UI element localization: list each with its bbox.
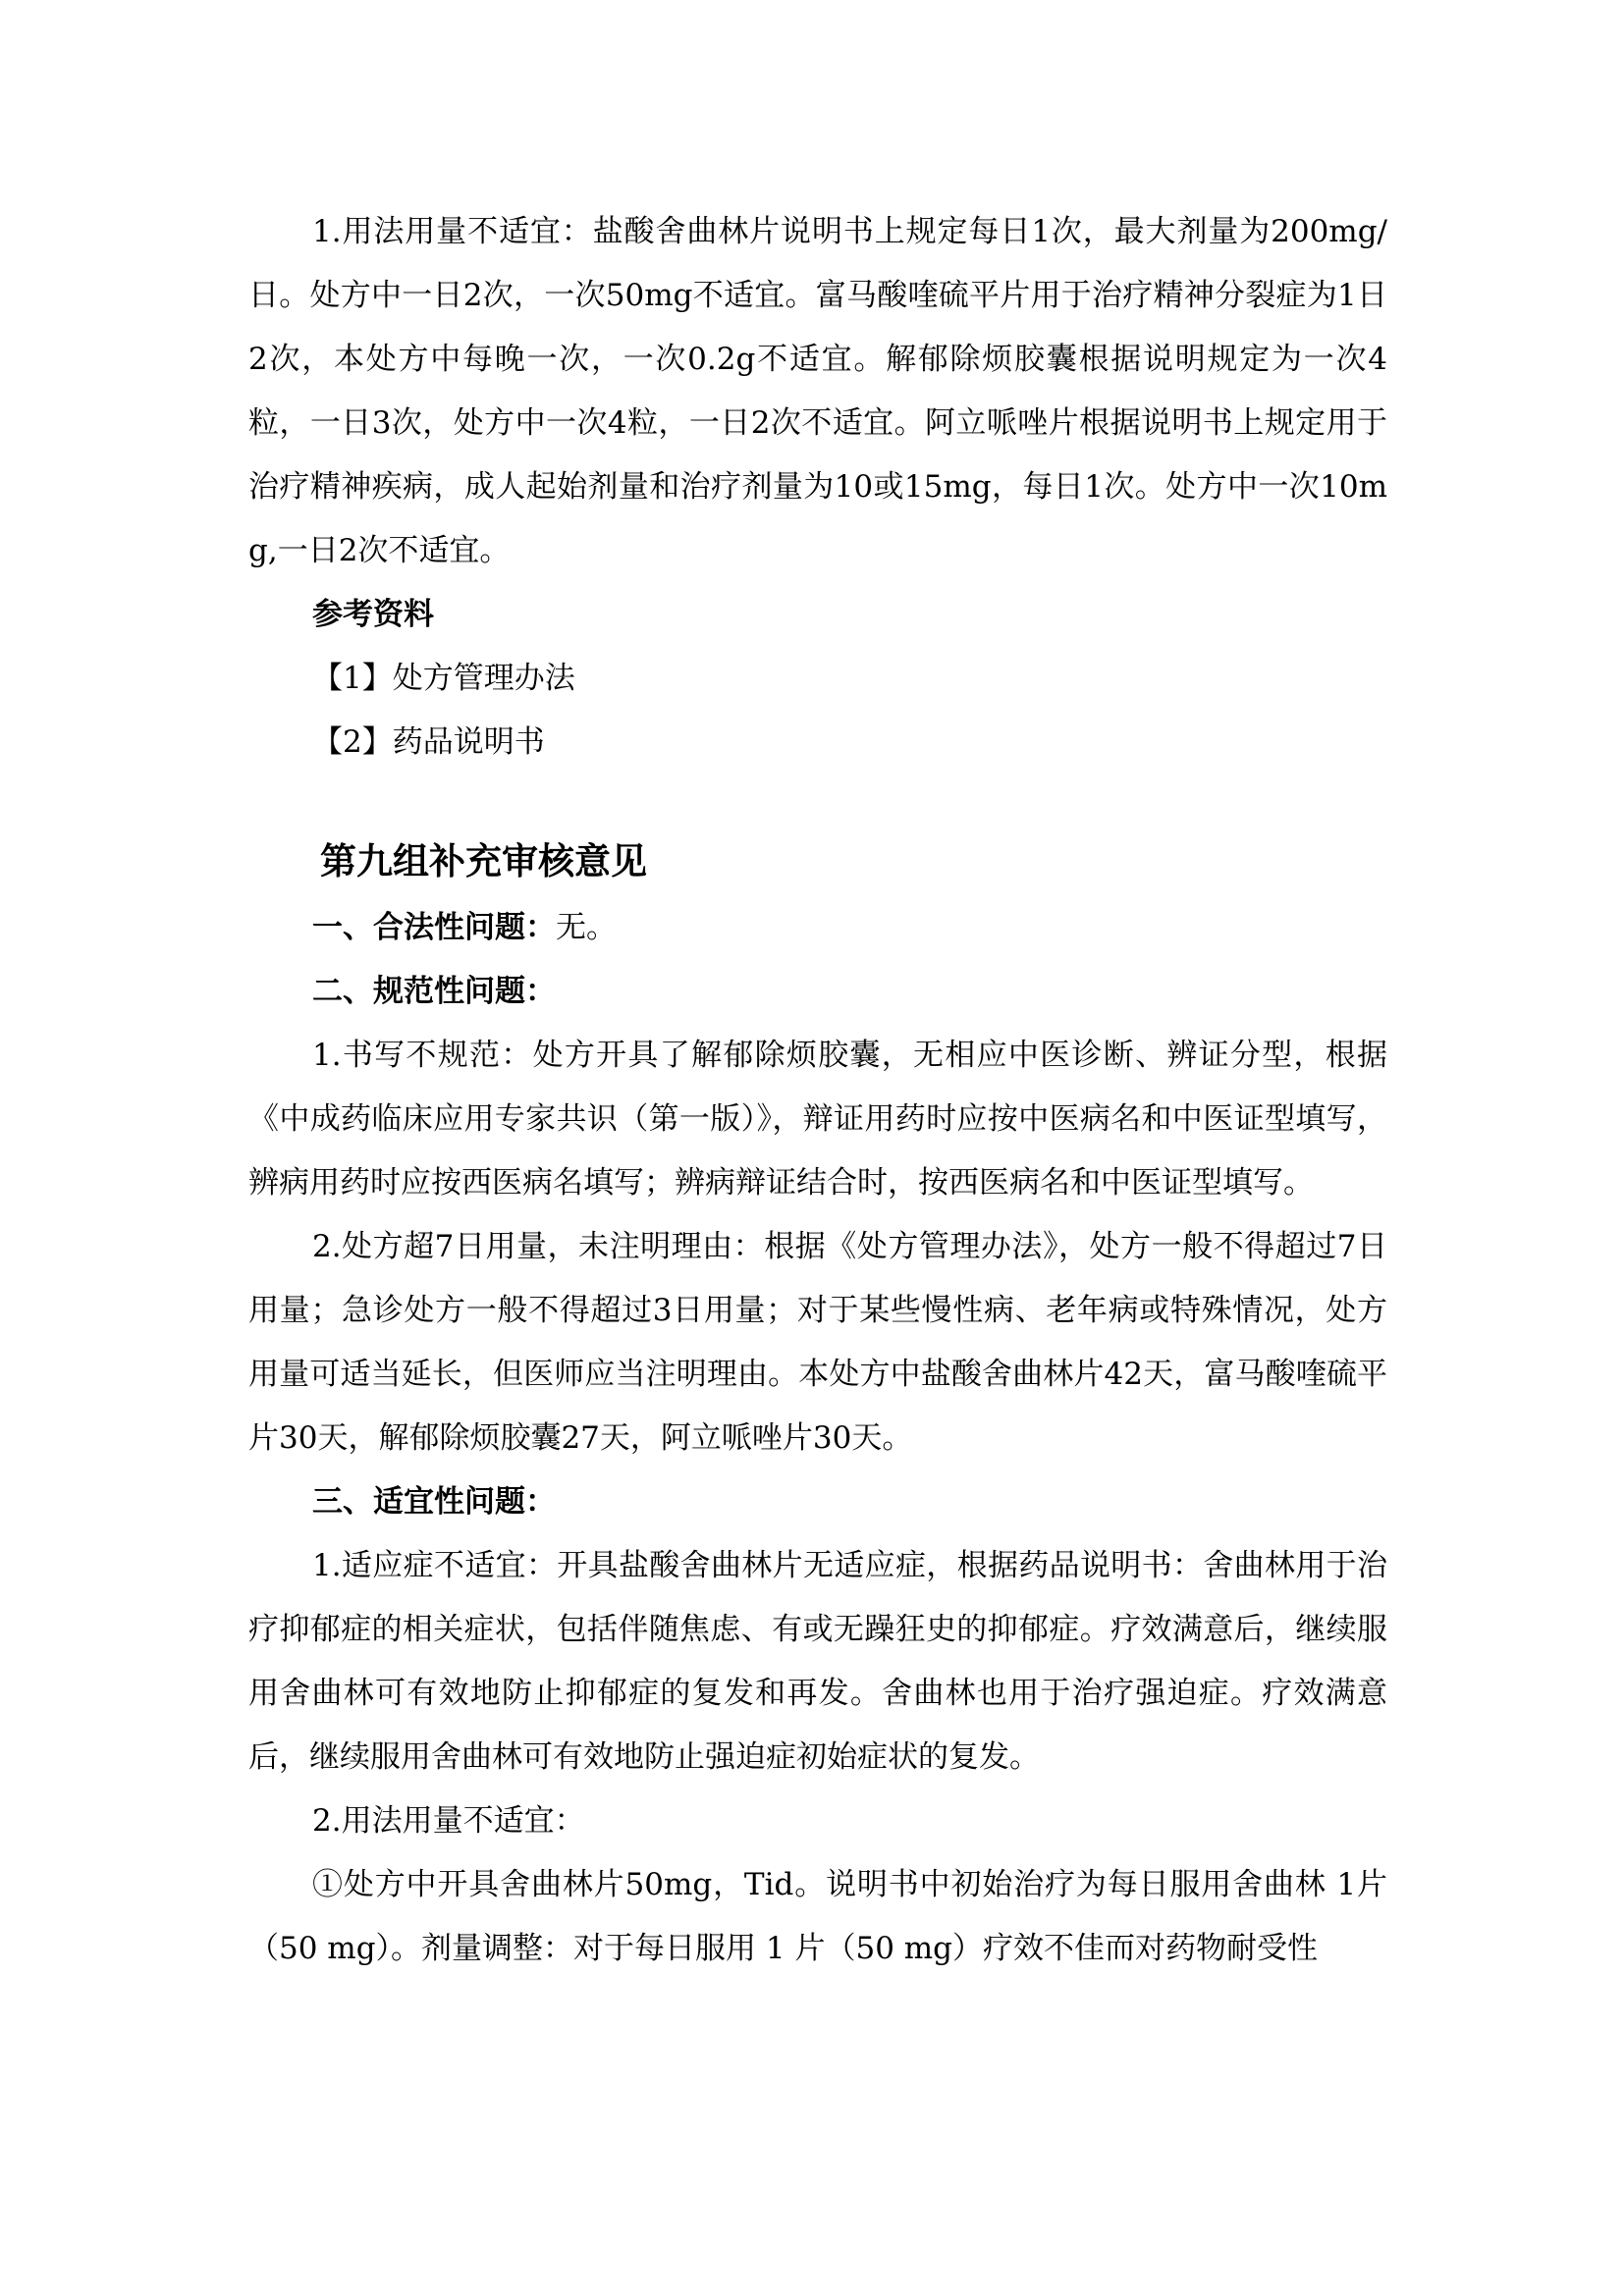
reference-item-2: 【2】药品说明书 [312,724,545,760]
references-heading: 参考资料 [312,597,434,632]
standardization-paragraph-2: 2.处方超7日用量，未注明理由：根据《处方管理办法》，处方一般不得超过7日用量；急诊处方一般不得超过3日用量；对于某些慢性病、老年病或特殊情况，处方用量可适当延长，但医师应当注明理由。本处方中盐酸舍曲林片42天，富马酸喹硫平片30天，解郁除烦胶囊27天，阿立哌唑片30天。 [248,1229,1387,1456]
appropriateness-paragraph-2: 2.用法用量不适宜： [312,1803,585,1839]
reference-item-1: 【1】处方管理办法 [312,661,575,696]
appropriateness-heading: 三、适宜性问题： [312,1484,556,1520]
legality-heading [248,896,1387,960]
appropriateness-paragraph-3: ①处方中开具舍曲林片50mg，Tid。说明书中初始治疗为每日服用舍曲林 1片（50 mg）。剂量调整：对于每日服用 1 片（50 mg）疗效不佳而对药物耐受性 [248,1867,1387,1966]
standardization-paragraph-1: 1.书写不规范：处方开具了解郁除烦胶囊，无相应中医诊断、辨证分型，根据《中成药临床应用专家共识（第一版）》，辩证用药时应按中医病名和中医证型填写，辨病用药时应按西医病名填写；辨病辩证结合时，按西医病名和中医证型填写。 [248,1038,1387,1201]
appropriateness-paragraph-1: 1.适应症不适宜：开具盐酸舍曲林片无适应症，根据药品说明书：舍曲林用于治疗抑郁症的相关症状，包括伴随焦虑、有或无躁狂史的抑郁症。疗效满意后，继续服用舍曲林可有效地防止抑郁症的复发和再发。舍曲林也用于治疗强迫症。疗效满意后，继续服用舍曲林可有效地防止强迫症初始症状的复发。 [248,1548,1387,1775]
dosage-paragraph: 1.用法用量不适宜：盐酸舍曲林片说明书上规定每日1次，最大剂量为200mg/日。处方中一日2次，一次50mg不适宜。富马酸喹硫平片用于治疗精神分裂症为1日2次，本处方中每晚一次，一次0.2g不适宜。解郁除烦胶囊根据说明规定为一次4粒，一日3次，处方中一次4粒，一日2次不适宜。阿立哌唑片根据说明书上规定用于治疗精神疾病，成人起始剂量和治疗剂量为10或15mg，每日1次。处方中一次10mg,一日2次不适宜。 [248,214,1387,568]
legality-heading-label: 一、合法性问题： [312,910,556,945]
document-body [248,200,1387,1981]
standardization-heading: 二、规范性问题： [312,974,556,1009]
document-title: 第九组补充审核意见 [320,840,647,882]
legality-value: 无。 [556,910,617,945]
